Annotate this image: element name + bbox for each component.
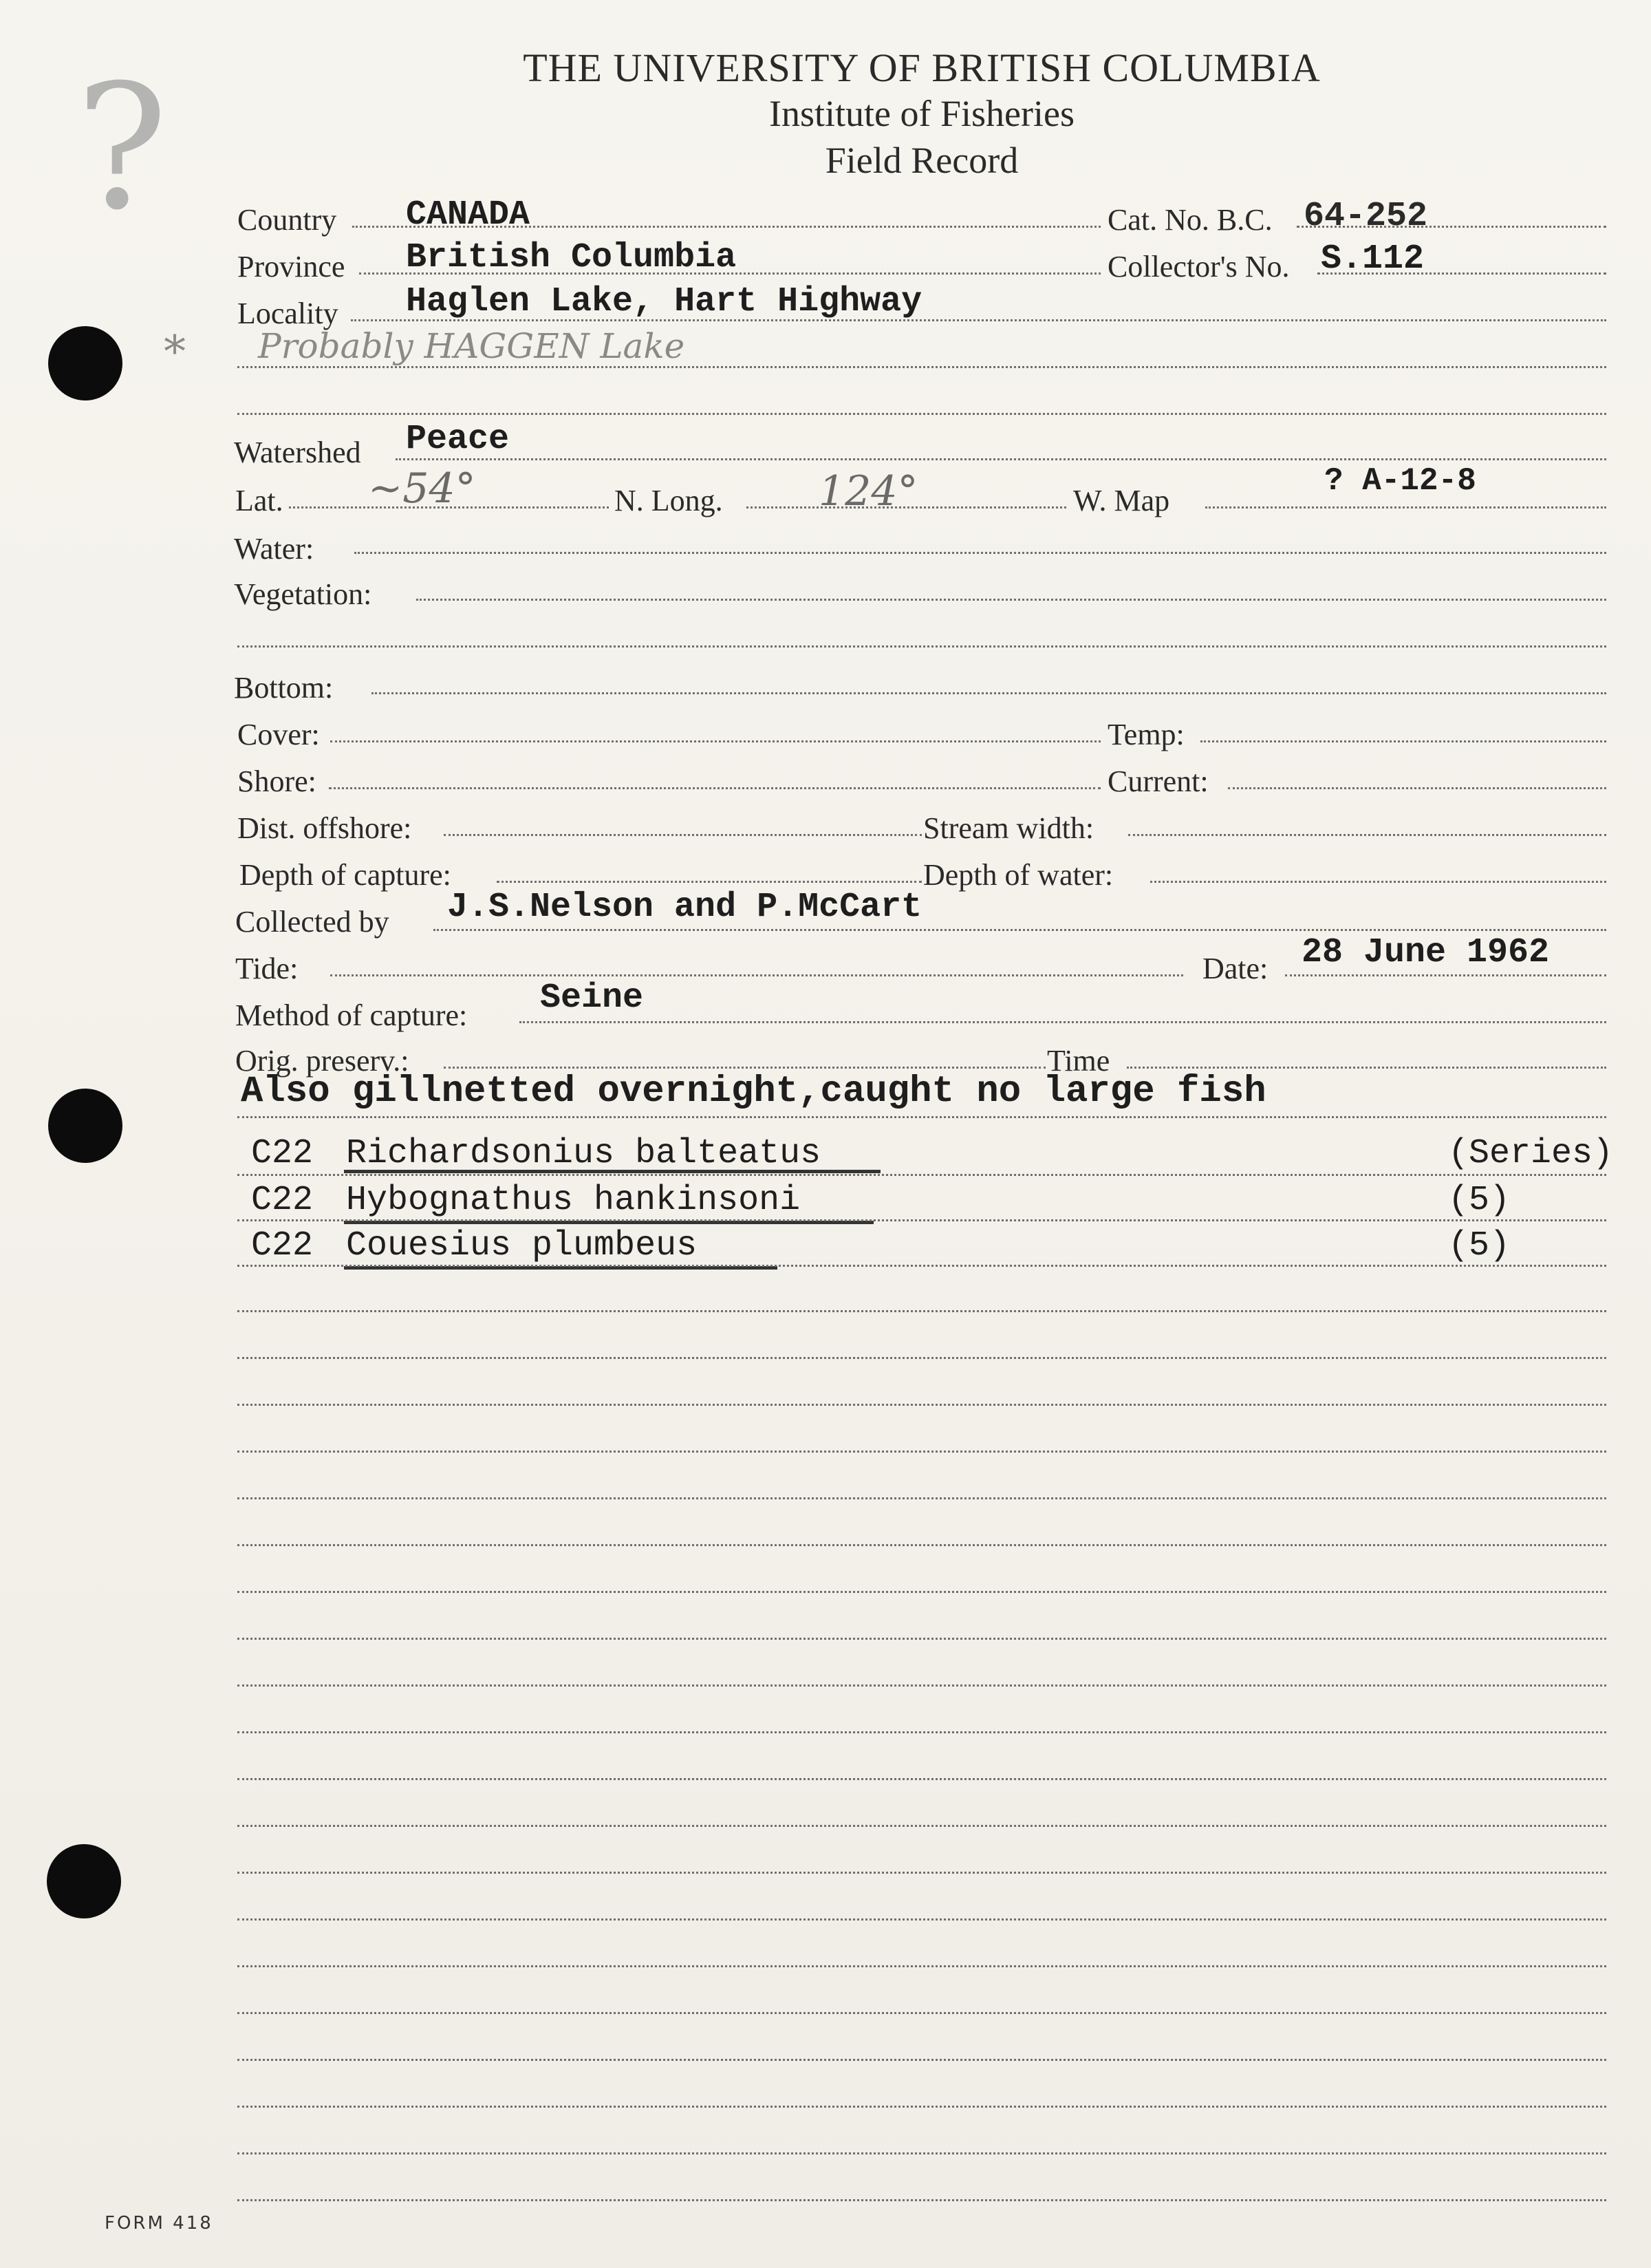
locality-rule-3 [237,413,1606,415]
depth-capture-label: Depth of capture: [239,858,451,892]
cat-no-label: Cat. No. B.C. [1108,203,1273,237]
specimen-name: Couesius plumbeus [346,1226,698,1265]
date-value: 28 June 1962 [1302,933,1550,972]
blank-rule [237,1404,1606,1406]
blank-rule [237,2059,1606,2061]
map-rule [1205,506,1606,509]
province-value: British Columbia [406,238,737,277]
watershed-label: Watershed [234,436,361,469]
province-label: Province [237,250,345,284]
cat-no-value: 64-252 [1304,197,1428,236]
watershed-rule [396,458,1606,460]
date-rule [1285,974,1606,976]
blank-rule [237,1872,1606,1874]
stream-width-label: Stream width: [923,811,1094,845]
blank-rule [237,1731,1606,1733]
collected-by-label: Collected by [235,905,389,939]
vegetation-rule [416,599,1606,601]
collected-by-value: J.S.Nelson and P.McCart [447,888,922,927]
depth-water-rule [1150,881,1606,883]
tide-rule [330,974,1183,976]
lat-value: ~54° [368,464,476,513]
specimen-count: (Series) [1448,1134,1614,1173]
country-value: CANADA [406,195,530,235]
specimen-name-underline [344,1170,881,1173]
blank-rule [237,1684,1606,1687]
binder-hole-middle [48,1089,122,1163]
water-rule [354,552,1606,554]
blank-rule [237,1310,1606,1312]
map-value: ? A-12-8 [1324,463,1476,499]
water-label: Water: [234,532,314,566]
blank-rule [237,1591,1606,1593]
cover-label: Cover: [237,718,320,751]
blank-rule [237,1918,1606,1921]
dist-offshore-rule [444,834,922,836]
locality-note-asterisk: * [164,327,186,378]
form-number: FORM 418 [105,2213,213,2234]
long-label: N. Long. [614,484,723,517]
vegetation-label: Vegetation: [234,577,372,611]
specimen-count: (5) [1448,1181,1511,1220]
bottom-rule [371,692,1606,694]
specimen-name: Richardsonius balteatus [346,1134,821,1173]
collected-by-rule [433,929,1606,931]
binder-hole-bottom [47,1844,121,1918]
map-label: W. Map [1073,484,1170,517]
record-type-title: Field Record [825,140,1019,181]
locality-value: Haglen Lake, Hart Highway [406,282,922,321]
blank-rule [237,1778,1606,1780]
institute-title: Institute of Fisheries [769,93,1075,134]
blank-rule [237,1965,1606,1967]
orig-preserv-label: Orig. preserv.: [235,1044,409,1078]
specimen-rule [237,1265,1606,1267]
depth-capture-rule [497,881,922,883]
blank-rule [237,2106,1606,2108]
temp-rule [1200,740,1606,742]
stream-width-rule [1128,834,1606,836]
current-label: Current: [1108,764,1209,798]
long-value: 124° [819,467,918,515]
method-label: Method of capture: [235,998,468,1032]
locality-rule-2 [237,366,1606,368]
method-value: Seine [540,978,644,1018]
depth-water-label: Depth of water: [923,858,1114,892]
time-label: Time [1047,1044,1110,1078]
shore-rule [329,787,1101,789]
blank-rule [237,1544,1606,1546]
time-rule [1127,1067,1606,1069]
country-label: Country [237,203,337,237]
collectors-no-label: Collector's No. [1108,250,1290,284]
remarks-value: Also gillnetted overnight,caught no large fish [241,1071,1266,1113]
specimen-code: C22 [251,1181,314,1220]
blank-rule [237,1497,1606,1499]
blank-rule [237,2199,1606,2201]
blank-rule [237,2152,1606,2154]
blank-rule [237,1451,1606,1453]
current-rule [1228,787,1606,789]
university-title: THE UNIVERSITY OF BRITISH COLUMBIA [523,45,1321,90]
collectors-no-value: S.112 [1321,239,1425,279]
cover-rule [330,740,1101,742]
blank-rule [237,2012,1606,2014]
bottom-label: Bottom: [234,671,334,705]
binder-hole-top [48,326,122,400]
specimen-rule [237,1174,1606,1176]
date-label: Date: [1202,952,1269,985]
shore-label: Shore: [237,764,316,798]
specimen-name: Hybognathus hankinsoni [346,1181,801,1220]
specimen-code: C22 [251,1134,314,1173]
blank-rule [237,1357,1606,1359]
margin-question-mark: ? [76,47,169,248]
tide-label: Tide: [235,952,299,985]
remarks-rule [237,1116,1606,1118]
method-rule [519,1021,1606,1023]
specimen-rule [237,1219,1606,1221]
dist-offshore-label: Dist. offshore: [237,811,412,845]
specimen-count: (5) [1448,1226,1511,1265]
locality-label: Locality [237,297,338,330]
locality-note: Probably HAGGEN Lake [258,326,685,366]
specimen-code: C22 [251,1226,314,1265]
vegetation-rule-2 [237,645,1606,648]
blank-rule [237,1638,1606,1640]
temp-label: Temp: [1108,718,1185,751]
lat-label: Lat. [235,484,283,517]
watershed-value: Peace [406,420,510,459]
blank-rule [237,1825,1606,1827]
orig-preserv-rule [444,1067,1046,1069]
